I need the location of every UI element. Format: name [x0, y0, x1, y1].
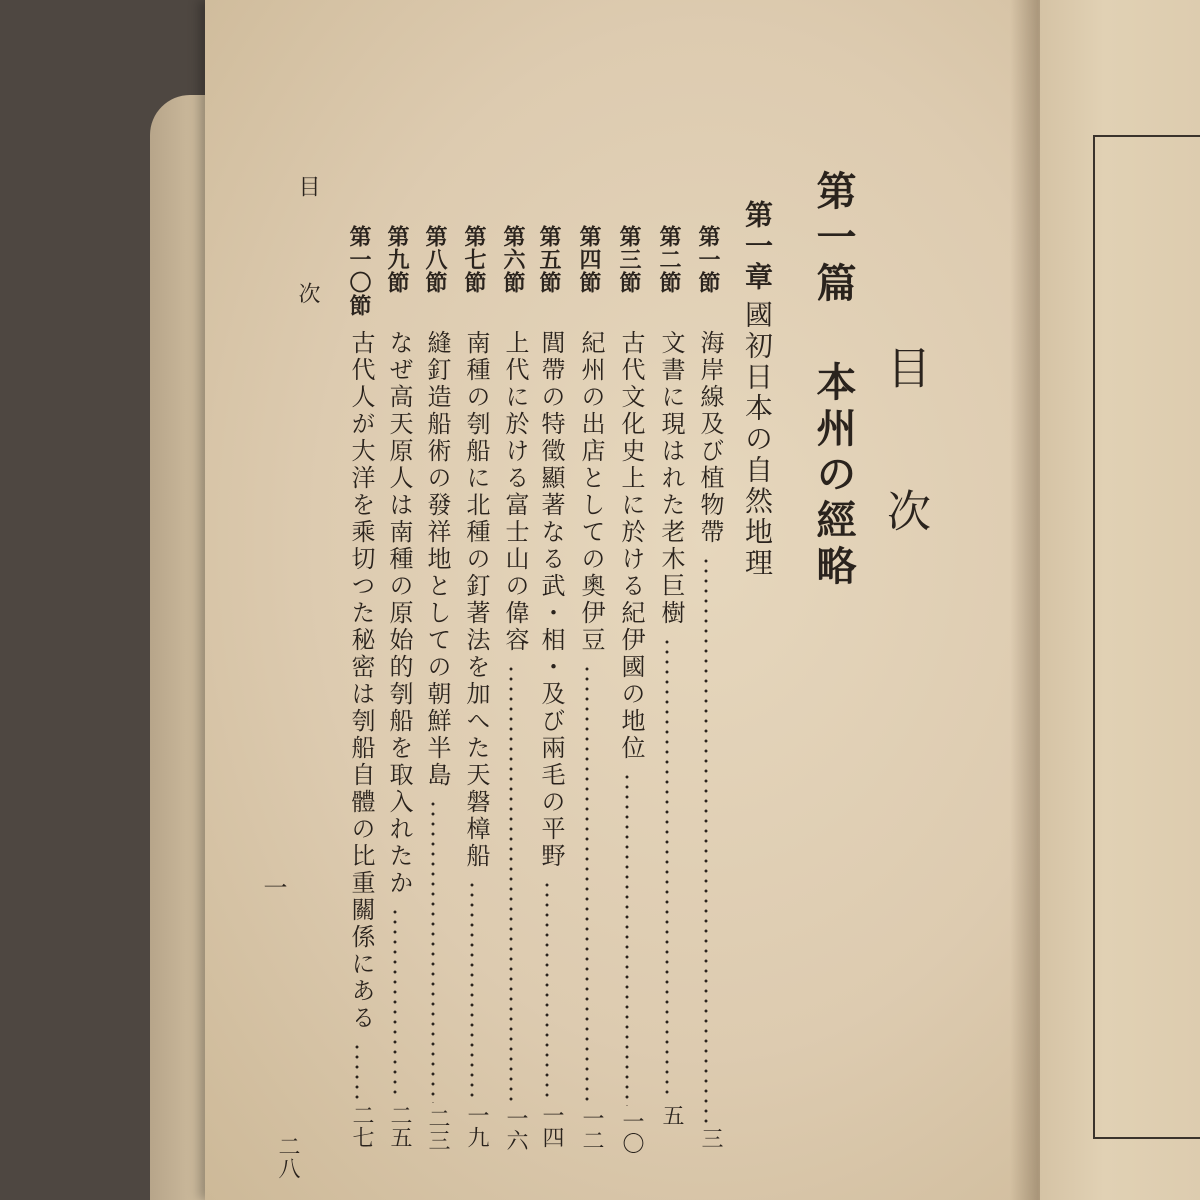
section-label: 第一〇節 — [346, 225, 371, 317]
section-page-number: 一〇 — [619, 1110, 644, 1154]
section-label: 第四節 — [576, 225, 601, 294]
section-title: 南種の刳船に北種の釘著法を加へた天磐樟船 — [462, 330, 490, 870]
section-title: 閭帶の特徵顯著なる武・相・及び兩毛の平野 — [537, 330, 565, 870]
section-title: 古代文化史上に於ける紀伊國の地位 — [617, 330, 645, 762]
section-label: 第七節 — [461, 225, 486, 294]
section-page-number: 五 — [659, 1104, 684, 1126]
section-page-number: 一六 — [503, 1107, 528, 1151]
section-page-number: 二七 — [349, 1104, 374, 1148]
section-label: 第五節 — [536, 225, 561, 294]
section-title: 紀州の出店としての奧伊豆 — [577, 330, 605, 654]
section-page-number: 一二 — [579, 1107, 604, 1151]
section-label: 第六節 — [500, 225, 525, 294]
section-page-number: 一四 — [539, 1104, 564, 1148]
section-label: 第三節 — [616, 225, 641, 294]
dot-leader — [509, 664, 513, 1103]
part-title: 第一篇 本州の經略 — [810, 170, 857, 591]
dot-leader — [585, 664, 589, 1103]
section-title: 上代に於ける富士山の偉容 — [501, 330, 529, 654]
toc-heading: 目 次 — [879, 345, 930, 556]
dot-leader — [470, 880, 474, 1100]
section-page-number: 三 — [698, 1127, 723, 1149]
right-page-frame — [1093, 135, 1200, 1139]
section-label: 第九節 — [384, 225, 409, 294]
section-title: なぜ高天原人は南種の原始的刳船を取入れたか — [385, 330, 413, 897]
running-head: 目 次 — [295, 175, 320, 334]
chapter-title: 國初日本の自然地理 — [741, 300, 774, 579]
dot-leader — [704, 556, 708, 1123]
dot-leader — [431, 799, 435, 1103]
section-label: 第二節 — [656, 225, 681, 294]
section-title: 縫釘造船術の發祥地としての朝鮮半島 — [423, 330, 451, 789]
dot-leader — [545, 880, 549, 1100]
dot-leader — [625, 772, 629, 1106]
page-folio: 一 — [259, 875, 287, 899]
dot-leader — [665, 637, 669, 1100]
section-title: 古代人が大洋を乘切つた秘密は刳船自體の比重關係にある — [347, 330, 375, 1032]
section-title: 海岸線及び植物帶 — [696, 330, 724, 546]
section-page-number: 二三 — [425, 1107, 450, 1151]
section-label: 第八節 — [422, 225, 447, 294]
section-page-number: 一九 — [464, 1104, 489, 1148]
section-page-number: 二五 — [387, 1104, 412, 1148]
dot-leader — [355, 1042, 359, 1100]
section-label: 第一節 — [695, 225, 720, 294]
dot-leader — [393, 907, 397, 1100]
section-title: 文書に現はれた老木巨樹 — [657, 330, 685, 627]
chapter-label: 第一章 — [741, 200, 774, 293]
page-number-stub: 二八 — [275, 1135, 300, 1179]
